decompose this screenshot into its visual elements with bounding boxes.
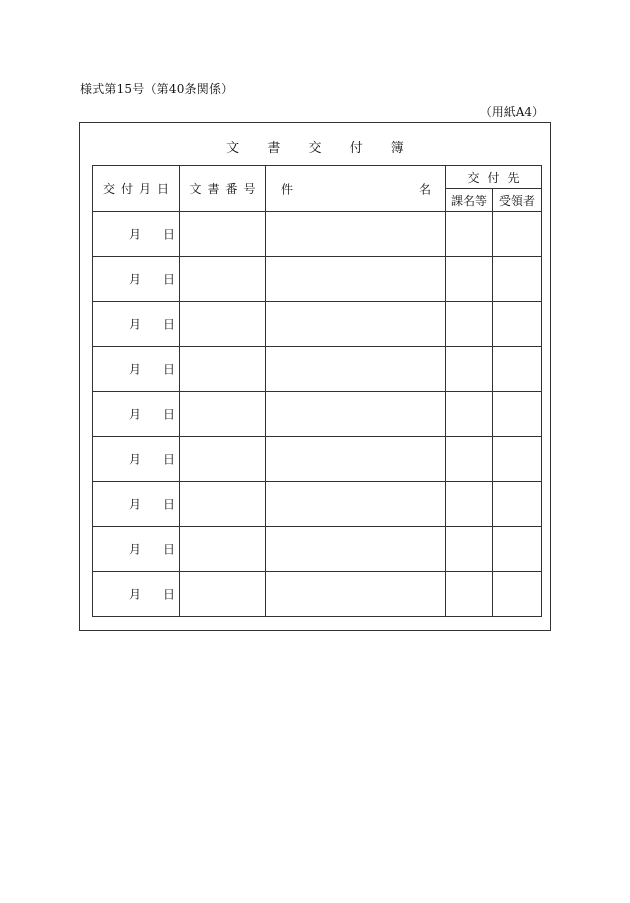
subject-cell[interactable] [266,257,446,302]
table-row [93,527,542,572]
recipient-cell[interactable] [493,572,542,617]
recipient-cell[interactable] [493,482,542,527]
recipient-cell[interactable] [493,392,542,437]
table-row [93,437,542,482]
header-department: 課名等 [446,189,493,212]
recipient-cell[interactable] [493,437,542,482]
date-cell[interactable]: 月 日 [93,392,180,437]
department-cell[interactable] [446,347,493,392]
title-char: 交 [308,141,322,156]
subject-cell[interactable] [266,482,446,527]
subject-cell[interactable] [266,437,446,482]
table-row [93,302,542,347]
header-document-number: 文 書 番 号 [180,166,266,212]
title-char: 書 [267,141,281,156]
department-cell[interactable] [446,302,493,347]
subject-cell[interactable] [266,302,446,347]
form-number: 様式第15号（第40条関係） [80,82,234,96]
table-row [93,212,542,257]
department-cell[interactable] [446,572,493,617]
department-cell[interactable] [446,527,493,572]
document-number-cell[interactable] [180,572,266,617]
document-number-cell[interactable] [180,482,266,527]
document-number-cell[interactable] [180,212,266,257]
paper-size-note: （用紙A4） [479,105,544,119]
recipient-cell[interactable] [493,212,542,257]
header-recipient: 受領者 [493,189,542,212]
delivery-ledger-table [92,165,542,617]
date-cell[interactable]: 月 日 [93,572,180,617]
recipient-cell[interactable] [493,257,542,302]
header-subject: 件 名 [266,166,446,212]
table-row [93,347,542,392]
recipient-cell[interactable] [493,302,542,347]
document-number-cell[interactable] [180,392,266,437]
subject-cell[interactable] [266,347,446,392]
table-row [93,257,542,302]
department-cell[interactable] [446,257,493,302]
date-cell[interactable]: 月 日 [93,212,180,257]
department-cell[interactable] [446,437,493,482]
date-cell[interactable]: 月 日 [93,347,180,392]
subject-cell[interactable] [266,572,446,617]
header-destination: 交 付 先 [446,166,542,189]
table-row [93,392,542,437]
date-cell[interactable]: 月 日 [93,257,180,302]
form-frame [79,122,551,631]
title-char: 文 [226,141,240,156]
title-char: 簿 [390,141,404,156]
date-cell[interactable]: 月 日 [93,482,180,527]
department-cell[interactable] [446,212,493,257]
table-row [93,482,542,527]
document-number-cell[interactable] [180,527,266,572]
table-row [93,572,542,617]
title-char: 付 [349,141,363,156]
document-number-cell[interactable] [180,347,266,392]
date-cell[interactable]: 月 日 [93,437,180,482]
document-title [80,137,550,156]
recipient-cell[interactable] [493,527,542,572]
header-delivery-date: 交 付 月 日 [93,166,180,212]
subject-cell[interactable] [266,392,446,437]
document-number-cell[interactable] [180,437,266,482]
department-cell[interactable] [446,392,493,437]
department-cell[interactable] [446,482,493,527]
date-cell[interactable]: 月 日 [93,302,180,347]
subject-cell[interactable] [266,527,446,572]
document-number-cell[interactable] [180,257,266,302]
subject-cell[interactable] [266,212,446,257]
document-number-cell[interactable] [180,302,266,347]
recipient-cell[interactable] [493,347,542,392]
date-cell[interactable]: 月 日 [93,527,180,572]
